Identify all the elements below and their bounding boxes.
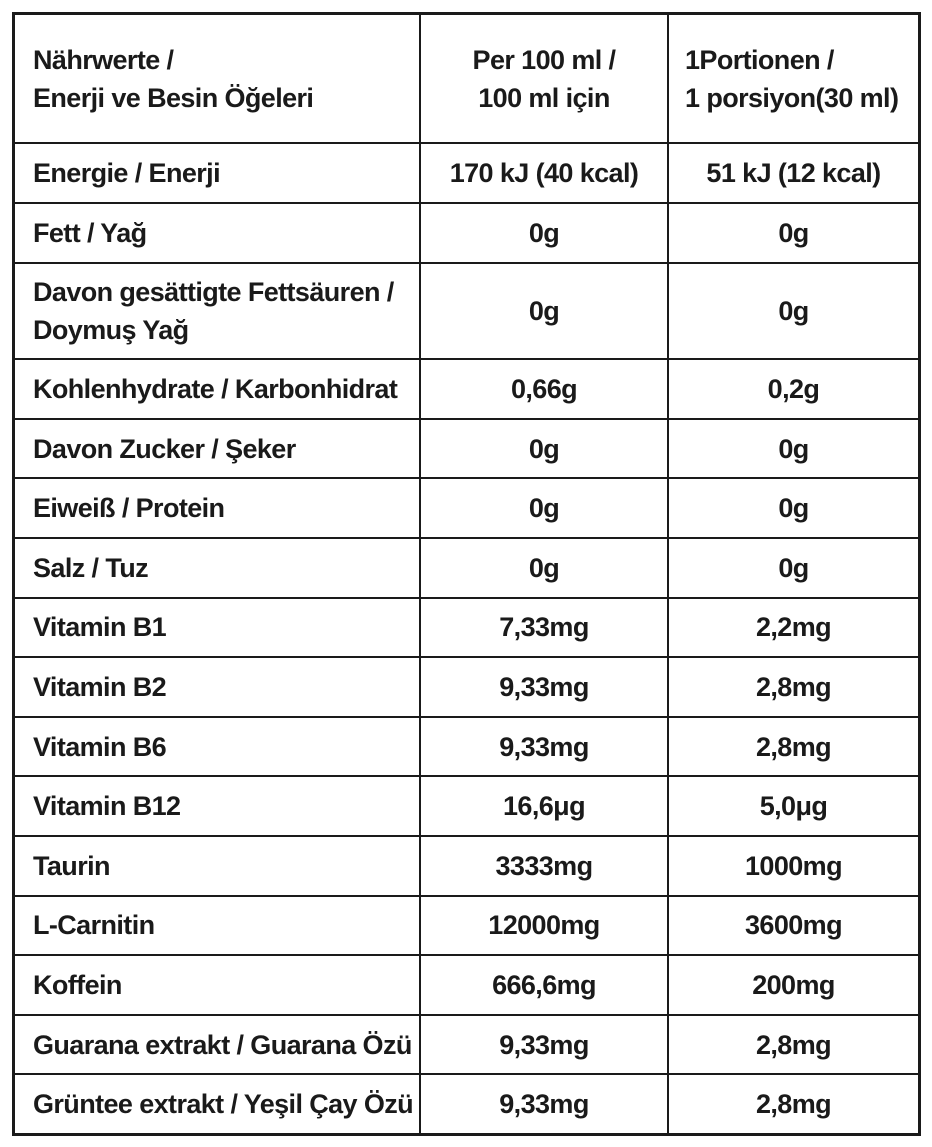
table-header-row <box>15 15 918 143</box>
value-per-100ml: 0g <box>420 203 668 263</box>
nutrient-name: Vitamin B1 <box>15 598 420 658</box>
value-per-100ml: 0,66g <box>420 359 668 419</box>
value-per-portion: 51 kJ (12 kcal) <box>668 143 918 203</box>
header-nutrients-line-2: Enerji ve Besin Öğeleri <box>33 82 314 113</box>
table-row <box>15 538 918 598</box>
table-row <box>15 776 918 836</box>
value-per-portion: 0g <box>668 263 918 360</box>
value-per-portion: 2,8mg <box>668 1015 918 1075</box>
header-per-portion-line-2: 1 porsiyon(30 ml) <box>685 82 899 113</box>
table-row <box>15 598 918 658</box>
value-per-portion: 2,8mg <box>668 657 918 717</box>
nutrient-name: Grüntee extrakt / Yeşil Çay Özü <box>15 1074 420 1133</box>
value-per-100ml: 0g <box>420 538 668 598</box>
header-nutrients <box>15 15 420 143</box>
value-per-portion: 3600mg <box>668 896 918 956</box>
value-per-100ml: 9,33mg <box>420 1074 668 1133</box>
value-per-100ml: 170 kJ (40 kcal) <box>420 143 668 203</box>
nutrition-table <box>15 15 918 1133</box>
value-per-100ml: 0g <box>420 478 668 538</box>
value-per-100ml: 666,6mg <box>420 955 668 1015</box>
value-per-portion: 2,8mg <box>668 717 918 777</box>
nutrient-name-line-2: Doymuş Yağ <box>33 314 189 345</box>
value-per-100ml: 9,33mg <box>420 657 668 717</box>
value-per-100ml: 0g <box>420 263 668 360</box>
value-per-100ml: 16,6μg <box>420 776 668 836</box>
header-per-100ml <box>420 15 668 143</box>
value-per-portion: 5,0μg <box>668 776 918 836</box>
table-row <box>15 717 918 777</box>
nutrient-name: Vitamin B12 <box>15 776 420 836</box>
header-per-portion-line-1: 1Portionen / <box>685 44 834 75</box>
value-per-100ml: 9,33mg <box>420 717 668 777</box>
value-per-portion: 0g <box>668 478 918 538</box>
header-per-portion <box>668 15 918 143</box>
table-row <box>15 1074 918 1133</box>
nutrient-name: Vitamin B6 <box>15 717 420 777</box>
nutrient-name: Kohlenhydrate / Karbonhidrat <box>15 359 420 419</box>
nutrient-name <box>15 263 420 360</box>
nutrient-name: Koffein <box>15 955 420 1015</box>
value-per-100ml: 7,33mg <box>420 598 668 658</box>
nutrient-name: Guarana extrakt / Guarana Özü <box>15 1015 420 1075</box>
nutrient-name: Davon Zucker / Şeker <box>15 419 420 479</box>
value-per-portion: 0,2g <box>668 359 918 419</box>
header-nutrients-line-1: Nährwerte / <box>33 44 174 75</box>
nutrient-name: Salz / Tuz <box>15 538 420 598</box>
value-per-portion: 2,8mg <box>668 1074 918 1133</box>
nutrient-name: Eiweiß / Protein <box>15 478 420 538</box>
value-per-portion: 0g <box>668 419 918 479</box>
value-per-100ml: 9,33mg <box>420 1015 668 1075</box>
table-row <box>15 1015 918 1075</box>
value-per-100ml: 3333mg <box>420 836 668 896</box>
value-per-portion: 0g <box>668 203 918 263</box>
nutrient-name-line-1: Davon gesättigte Fettsäuren / <box>33 276 394 307</box>
value-per-100ml: 12000mg <box>420 896 668 956</box>
table-row <box>15 896 918 956</box>
header-per-100ml-line-1: Per 100 ml / <box>472 44 616 75</box>
table-row <box>15 419 918 479</box>
nutrient-name: L-Carnitin <box>15 896 420 956</box>
table-row <box>15 143 918 203</box>
value-per-portion: 2,2mg <box>668 598 918 658</box>
value-per-portion: 0g <box>668 538 918 598</box>
value-per-100ml: 0g <box>420 419 668 479</box>
table-row <box>15 657 918 717</box>
value-per-portion: 1000mg <box>668 836 918 896</box>
table-row <box>15 263 918 360</box>
nutrient-name: Energie / Enerji <box>15 143 420 203</box>
value-per-portion: 200mg <box>668 955 918 1015</box>
table-row <box>15 359 918 419</box>
table-row <box>15 203 918 263</box>
header-per-100ml-line-2: 100 ml için <box>478 82 610 113</box>
table-row <box>15 478 918 538</box>
nutrient-name: Vitamin B2 <box>15 657 420 717</box>
nutrient-name: Taurin <box>15 836 420 896</box>
table-row <box>15 836 918 896</box>
nutrition-table-frame <box>12 12 921 1136</box>
nutrient-name: Fett / Yağ <box>15 203 420 263</box>
table-row <box>15 955 918 1015</box>
